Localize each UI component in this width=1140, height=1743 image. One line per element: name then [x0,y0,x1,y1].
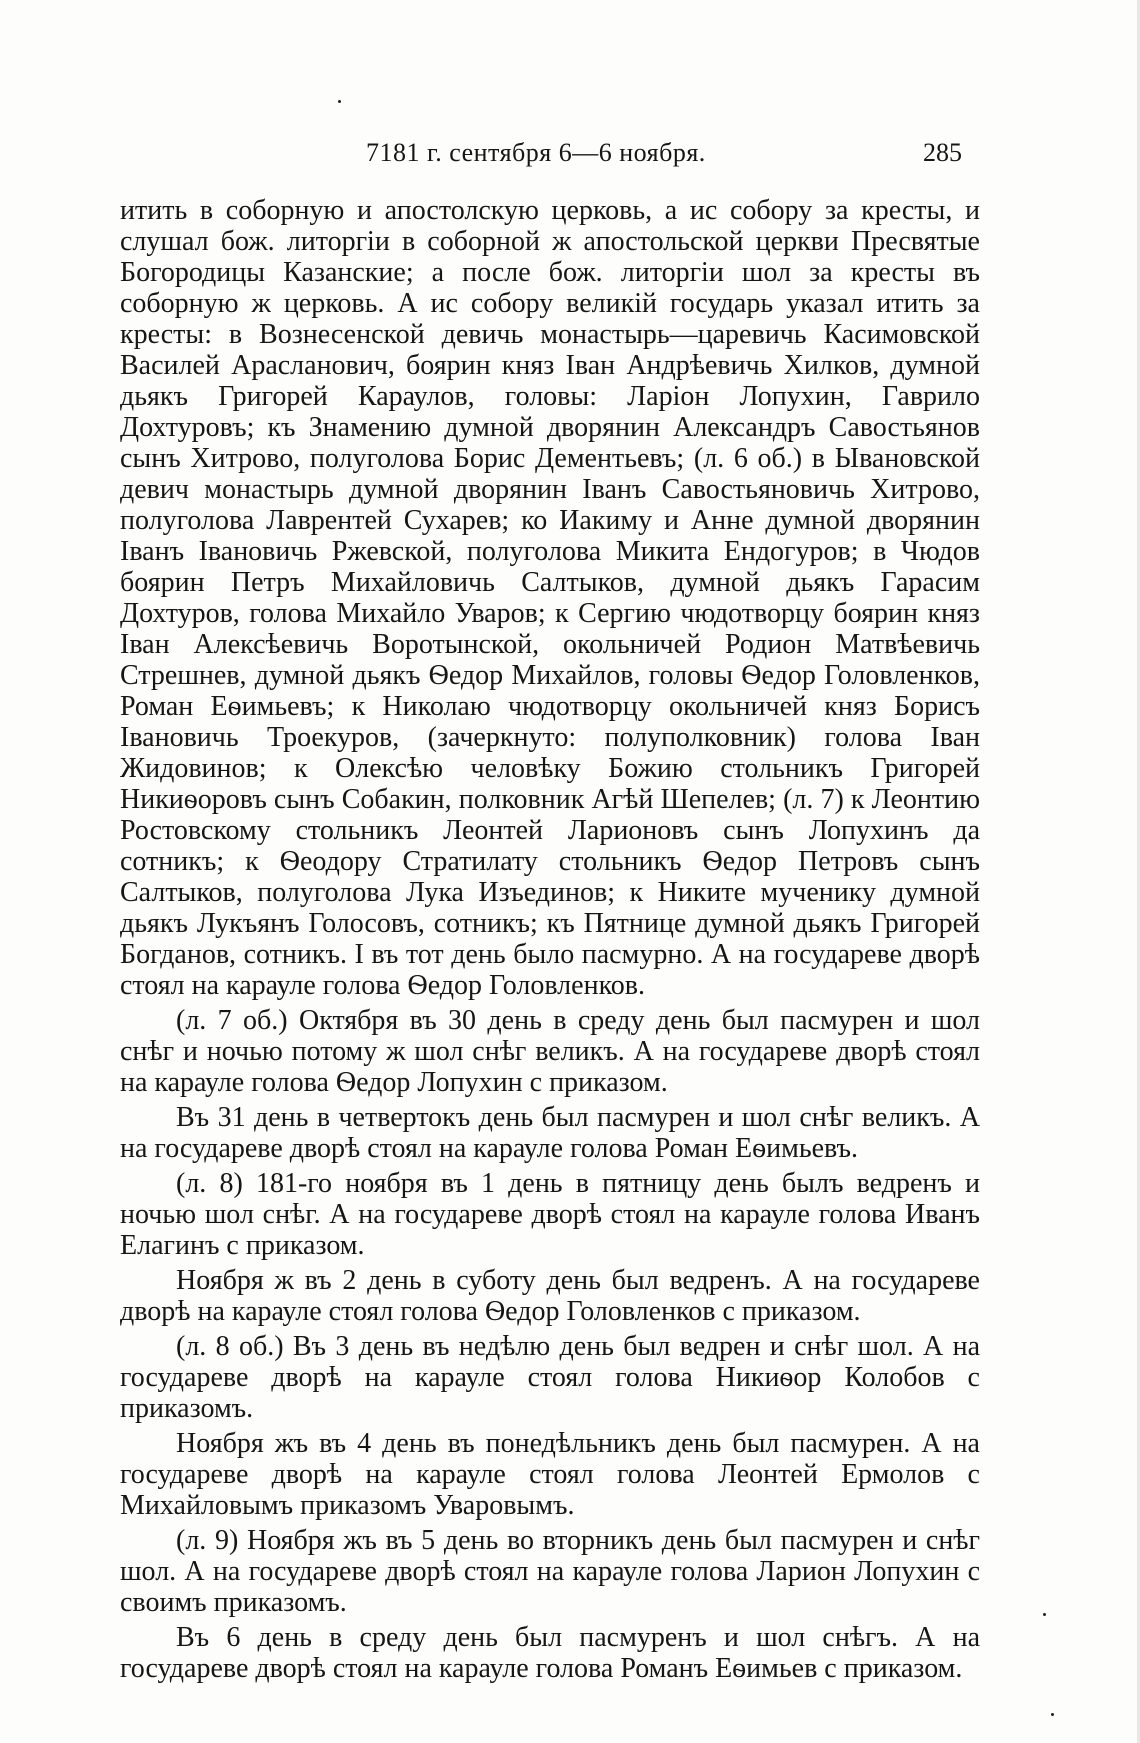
page-number: 285 [923,138,962,167]
body-text [120,195,980,1688]
paragraph: (л. 8 об.) Въ 3 день въ недѣлю день был ведрен и снѣг шол. А на государеве дворѣ на карауле стоял голова Никиѳор Колобов с приказомъ. [120,1331,980,1424]
paragraph: Ноября жъ въ 4 день въ понедѣльникъ день был пасмурен. А на государеве дворѣ на карауле стоял голова Леонтей Ермолов с Михайловымъ приказомъ Уваровымъ. [120,1428,980,1521]
print-speck [1043,1613,1046,1616]
print-speck [338,100,341,103]
print-speck [1051,1713,1054,1716]
paragraph: (л. 7 об.) Октября въ 30 день в среду день был пасмурен и шол снѣг и ночью потому ж шол снѣг великъ. А на государеве дворѣ стоял на карауле голова Ѳедор Лопухин с приказом. [120,1005,980,1098]
paragraph: (л. 9) Ноября жъ въ 5 день во вторникъ день был пасмурен и снѣг шол. А на государеве дворѣ стоял на карауле голова Ларион Лопухин с своимъ приказомъ. [120,1525,980,1618]
running-header [120,133,980,173]
paragraph: (л. 8) 181-го ноября въ 1 день в пятницу день былъ ведренъ и ночью шол снѣг. А на государеве дворѣ стоял на карауле голова Иванъ Елагинъ с приказом. [120,1168,980,1261]
header-title: 7181 г. сентября 6—6 ноября. [366,138,706,167]
paragraph: Въ 6 день в среду день был пасмуренъ и шол снѣгъ. А на государеве дворѣ стоял на карауле голова Романъ Еѳимьев с приказом. [120,1622,980,1684]
paragraph: Въ 31 день в четвертокъ день был пасмурен и шол снѣг великъ. А на государеве дворѣ стоял на карауле голова Роман Еѳимьевъ. [120,1102,980,1164]
paragraph: итить в соборную и апостолскую церковь, а ис собору за кресты, и слушал бож. литоргіи в соборной ж апостольской церкви Пресвятые Богородицы Казанские; а после бож. литоргіи шол за кресты въ соборную ж церковь. А ис собору великій государь указал итить за кресты: в Вознесенской девичь монастырь—царевичь Касимовской Василей Арасланович, боярин княз Іван Андрѣевичь Хилков, думной дьякъ Григорей Караулов, головы: Ларіон Лопухин, Гаврило Дохтуровъ; къ Знамению думной дворянин Александръ Савостьянов сынъ Хитрово, полуголова Борис Дементьевъ; (л. 6 об.) в Ывановской девич монастырь думной дворянин Іванъ Савостьяновичь Хитрово, полуголова Лаврентей Сухарев; ко Иакиму и Анне думной дворянин Іванъ Івановичь Ржевской, полуголова Микита Ендогуров; в Чюдов боярин Петръ Михайловичь Салтыков, думной дьякъ Гарасим Дохтуров, голова Михайло Уваров; к Сергию чюдотворцу боярин княз Іван Алексѣевичь Воротынской, окольничей Родион Матвѣевичь Стрешнев, думной дьякъ Ѳедор Михайлов, головы Ѳедор Головленков, Роман Еѳимьевъ; к Николаю чюдотворцу окольничей княз Борисъ Івановичь Троекуров, (зачеркнуто: полуполковник) голова Іван Жидовинов; к Олексѣю человѣку Божию стольникъ Григорей Никиѳоровъ сынъ Собакин, полковник Агѣй Шепелев; (л. 7) к Леонтию Ростовскому стольникъ Леонтей Ларионовъ сынъ Лопухинъ да сотникъ; к Ѳеодору Стратилату стольникъ Ѳедор Петровъ сынъ Салтыков, полуголова Лука Изъединов; к Никите мученику думной дьякъ Лукъянъ Голосовъ, сотникъ; къ Пятнице думной дьякъ Григорей Богданов, сотникъ. І въ тот день было пасмурно. А на государеве дворѣ стоял на карауле голова Ѳедор Головленков. [120,195,980,1001]
paragraph: Ноября ж въ 2 день в суботу день был ведренъ. А на государеве дворѣ на карауле стоял голова Ѳедор Головленков с приказом. [120,1265,980,1327]
